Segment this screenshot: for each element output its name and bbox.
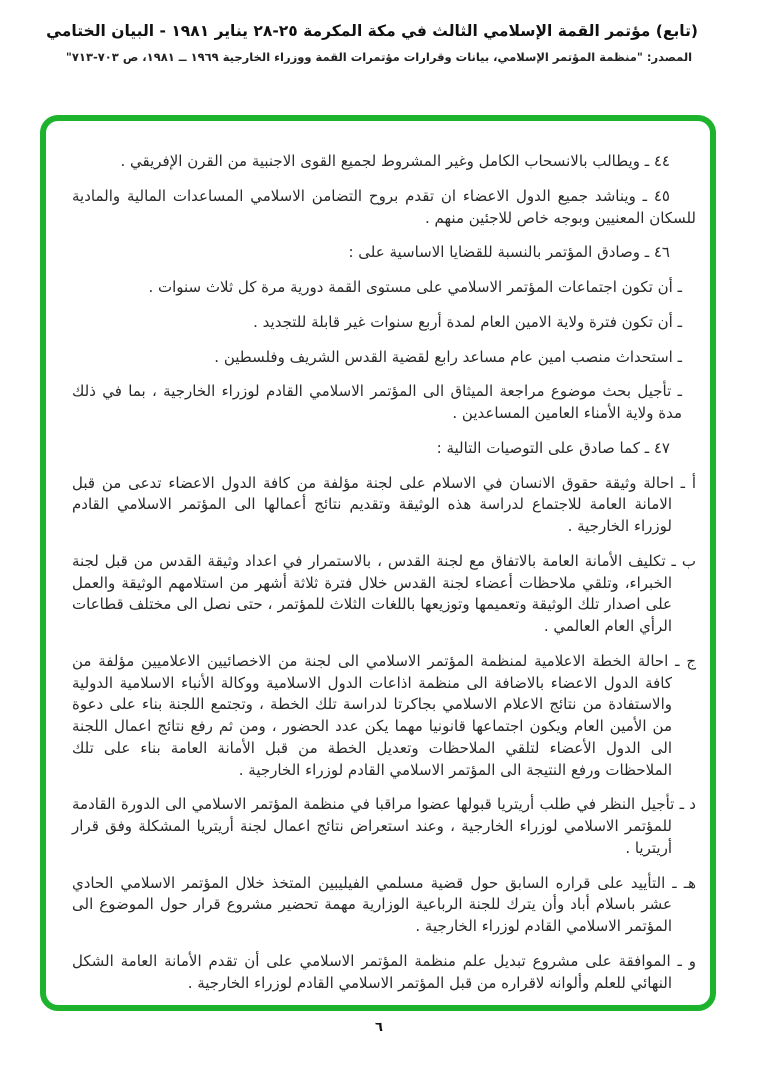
clause-44: ٤٤ ـ ويطالب بالانسحاب الكامل وغير المشروط لجميع القوى الاجنبية من القرن الإفريقي . [120,152,670,170]
document-source-citation: المصدر: "منظمة المؤتمر الإسلامي، بيانات وقرارات مؤتمرات القمة ووزراء الخارجية ١٩٦٩ ــ ١٩٨١، ص ٧٠٣-٧١٣" [65,50,693,64]
clause-47: ٤٧ ـ كما صادق على التوصيات التالية : [436,438,670,457]
document-title: (تابع) مؤتمر القمة الإسلامي الثالث في مكة المكرمة ٢٥-٢٨ يناير ١٩٨١ - البيان الختامي [46,22,698,40]
clause-47-recommendation-a: أ ـ احالة وثيقة حقوق الانسان في الاسلام على لجنة مؤلفة من كافة الدول الاعضاء تدعى من قبل الامانة العامة للاجتماع لدراسة هذه الوثيقة وتقديم نتائج أعمالها الى المؤتمر الاسلامي القادم لوزراء الخارجية . [72,473,696,535]
clause-45: ٤٥ ـ ويناشد جميع الدول الاعضاء ان تقدم بروح التضامن الاسلامي المساعدات المالية والمادية للسكان المعنيين وبوجه خاص للاجئين منهم . [72,186,696,227]
clause-47-recommendation-b: ب ـ تكليف الأمانة العامة بالاتفاق مع لجنة القدس ، بالاستمرار في اعداد وثيقة القدس من قبل لجنة الخبراء، وتلقي ملاحظات أعضاء لجنة القدس خلال فترة ثلاثة أشهر من استلامهم الوثيقة والعمل على اصدار تلك الوثيقة وتعميمها وتوزيعها باللغات الثلاث للمؤتمر ، حتى نصل الى مختلف قطاعات الرأي العام العالمي . [72,551,696,635]
clause-47-recommendation-c: ج ـ احالة الخطة الاعلامية لمنظمة المؤتمر الاسلامي الى لجنة من الاخصائيين الاعلاميين مؤلفة من كافة الدول الاعضاء بالاضافة الى منظمة اذاعات الدول الاسلامية ووكالة الأنباء الاسلامية الدولية والاستفادة من نتائج الاعلام الاسلامي بجاكرتا لدراسة تلك الخطة ، وتجتمع اللجنة بناء على دعوة من الأمين العام ويكون اجتماعها قانونيا مهما يكن عدد الحضور ، ومن ثم رفع نتائج اعمال اللجنة الى الدول الأعضاء لتلقي الملاحظات وتعديل الخطة من قبل الأمانة العامة بناء على تلك الملاحظات ورفع النتيجة الى المؤتمر الاسلامي القادم لوزراء الخارجية . [72,651,696,779]
clause-46-item-2: ـ أن تكون فترة ولاية الامين العام لمدة أربع سنوات غير قابلة للتجديد . [253,312,682,331]
clause-47-recommendation-d: د ـ تأجيل النظر في طلب أريتريا قبولها عضوا مراقبا في منظمة المؤتمر الاسلامي الى الدورة القادمة للمؤتمر الاسلامي لوزراء الخارجية ، وعند استعراض نتائج اعمال لجنة أريتريا المشكلة وفق قرار أريتريا . [72,795,696,857]
page-number: ٦ [375,1020,383,1035]
clause-46-item-1: ـ أن تكون اجتماعات المؤتمر الاسلامي على مستوى القمة دورية مرة كل ثلاث سنوات . [148,278,682,296]
document-header [46,22,698,64]
document-body [46,121,710,1005]
clause-47-recommendation-e: هـ ـ التأييد على قراره السابق حول قضية مسلمي الفيليبين المتخذ خلال المؤتمر الاسلامي الحادي عشر باسلام أباد وأن يترك للجنة الرباعية الوزارية مهمة تحضير مشروع قرار حول الموضوع الى المؤتمر الاسلامي القادم لوزراء الخارجية . [72,873,696,935]
clause-46-item-4: ـ تأجيل بحث موضوع مراجعة الميثاق الى المؤتمر الاسلامي القادم لوزراء الخارجية ، بما في ذلك مدة ولاية الأمناء العامين المساعدين . [72,382,682,422]
clause-47-recommendation-f: و ـ الموافقة على مشروع تبديل علم منظمة المؤتمر الاسلامي على أن تقدم الأمانة العامة الشكل النهائي للعلم وألوانه لاقراره من قبل المؤتمر الاسلامي القادم لوزراء الخارجية . [72,951,696,992]
clause-46-item-3: ـ استحداث منصب امين عام مساعد رابع لقضية القدس الشريف وفلسطين . [214,347,682,366]
content-frame [40,115,716,1011]
clause-46: ٤٦ ـ وصادق المؤتمر بالنسبة للقضايا الاساسية على : [348,243,670,262]
